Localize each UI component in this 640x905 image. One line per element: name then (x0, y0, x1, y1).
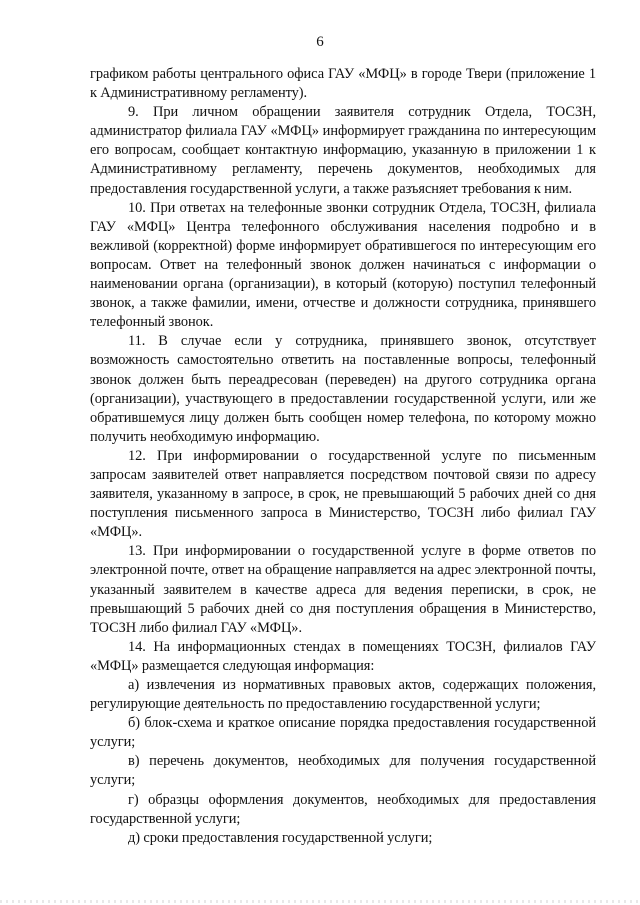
list-item-v: в) перечень документов, необходимых для получения государственной услуги; (90, 753, 596, 789)
list-item-a: а) извлечения из нормативных правовых актов, содержащих положения, регулирующие деятельность по предоставлению государственной услуги; (90, 677, 596, 713)
paragraph-14: 14. На информационных стендах в помещениях ТОСЗН, филиалов ГАУ «МФЦ» размещается следующая информация: (90, 638, 596, 674)
list-item-d: д) сроки предоставления государственной услуги; (128, 829, 433, 846)
page-number: 6 (316, 34, 324, 50)
list-item-b: б) блок-схема и краткое описание порядка предоставления государственной услуги; (90, 715, 596, 751)
document-body (90, 65, 596, 848)
paragraph-10: 10. При ответах на телефонные звонки сотрудник Отдела, ТОСЗН, филиала ГАУ «МФЦ» Центра телефонного обслуживания населения подробно и в вежливой (корректной) форме информирует обратившегося по интересующим его вопросам. Ответ на телефонный звонок должен начинаться с информации о наименовании органа (организации), в который (которую) поступил телефонный звонок, а также фамилии, имени, отчестве и должности сотрудника, принявшего телефонный звонок. (90, 199, 596, 331)
paragraph-12: 12. При информировании о государственной услуге по письменным запросам заявителей ответ направляется посредством почтовой связи по адресу заявителя, указанному в запросе, в срок, не превышающий 5 рабочих дней со дня поступления письменного запроса в Министерство, ТОСЗН либо филиал ГАУ «МФЦ». (90, 447, 596, 541)
paragraph-11: 11. В случае если у сотрудника, принявшего звонок, отсутствует возможность самостоятельно ответить на поставленные вопросы, телефонный звонок должен быть переадресован (переведен) на другого сотрудника органа (организации), участвующего в предоставлении государственной услуги, или же обратившемуся лицу должен быть сообщен номер телефона, по которому можно получить необходимую информацию. (90, 333, 596, 445)
paragraph-9: 9. При личном обращении заявителя сотрудник Отдела, ТОСЗН, администратор филиала ГАУ «МФЦ» информирует гражданина по интересующим его вопросам, сообщает контактную информацию, указанную в приложении 1 к Административному регламенту, перечень документов, необходимых для предоставления государственной услуги, а также разъясняет требования к ним. (90, 104, 596, 197)
scan-edge-mark (0, 900, 640, 903)
paragraph-continuation: графиком работы центрального офиса ГАУ «МФЦ» в городе Твери (приложение 1 к Административному регламенту). (90, 66, 596, 102)
paragraph-13: 13. При информировании о государственной услуге в форме ответов по электронной почте, ответ на обращение направляется на адрес электронной почты, указанный заявителем в качестве адреса для ведения переписки, в срок, не превышающий 5 рабочих дней со дня поступления обращения в Министерство, ТОСЗН либо филиал ГАУ «МФЦ». (90, 543, 596, 636)
list-item-g: г) образцы оформления документов, необходимых для предоставления государственной услуги; (90, 791, 596, 827)
